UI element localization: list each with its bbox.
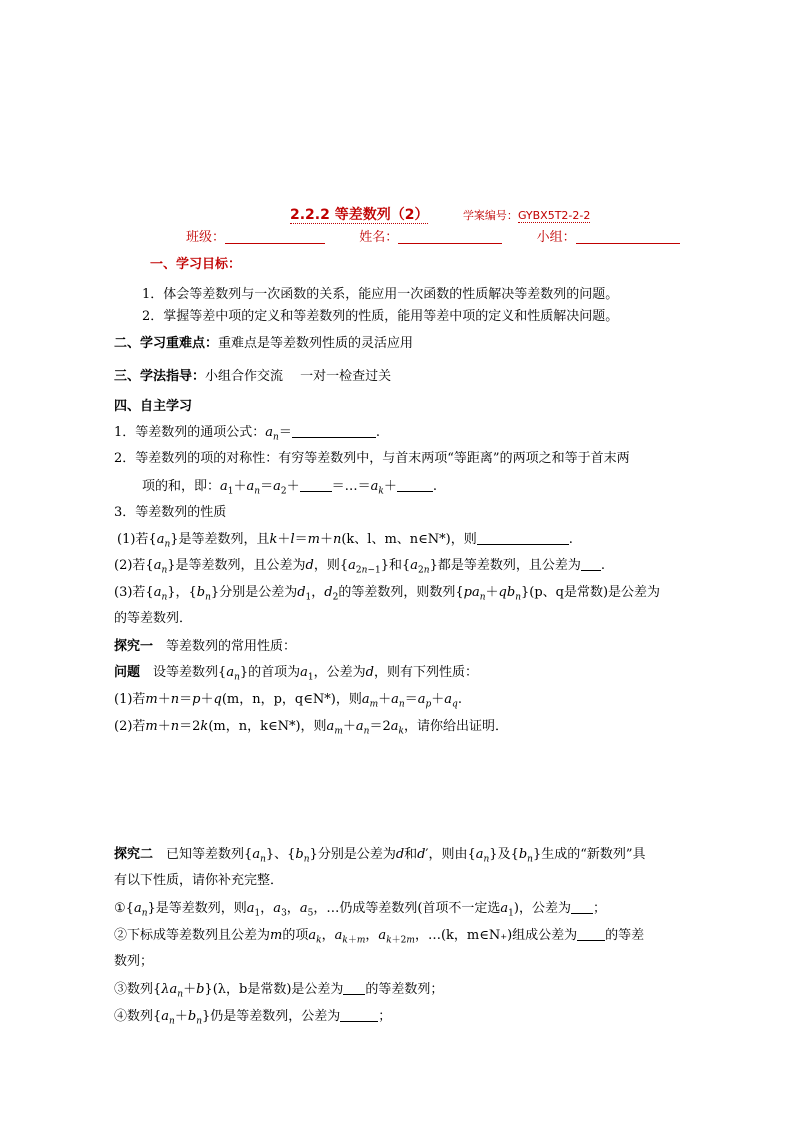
name-label: 姓名： bbox=[359, 230, 399, 245]
property1-row: (1)若$\{a_n\}$是等差数列，且k＋l＝m＋n(k、l、m、n∈N*)，则 . bbox=[117, 532, 573, 550]
answer-blank[interactable] bbox=[300, 478, 332, 492]
explore2-heading: 探究二 bbox=[114, 847, 154, 862]
method-text: 小组合作交流 一对一检查过关 bbox=[205, 369, 392, 384]
self-study-heading: 四、自主学习 bbox=[114, 399, 193, 414]
key-points-text: 重难点是等差数列性质的灵活应用 bbox=[218, 336, 414, 351]
explore2-item2: ②下标成等差数列且公差为m的项$a_k$，$a_{k+m}$，$a_{k+2m}$，…(k，m∈N₊)组成公差为 的等差 bbox=[114, 928, 645, 946]
key-points-row bbox=[114, 335, 413, 353]
explore1-row bbox=[114, 638, 296, 656]
method-heading: 三、学法指导： bbox=[114, 369, 206, 384]
explore2-item4: ④数列$\{a_n+b_n\}$仍是等差数列，公差为 ； bbox=[114, 1009, 392, 1027]
group-label: 小组： bbox=[536, 230, 576, 245]
explore2-item2-line2: 数列； bbox=[114, 954, 154, 969]
method-row bbox=[114, 368, 391, 386]
item1-row: 1．等差数列的通项公式：$a_n=$ . bbox=[114, 425, 380, 443]
goal-item: 2．掌握等差中项的定义和等差数列的性质，能用等差中项的定义和性质解决问题。 bbox=[142, 309, 619, 324]
explore1-title: 等差数列的常用性质： bbox=[166, 639, 297, 654]
problem-label: 问题 bbox=[114, 665, 141, 680]
explore2-item1: $①\{a_n\}$是等差数列，则$a_1$，$a_3$，$a_5$，…仍成等差数列(首项不一定选$a_1$)，公差为 ； bbox=[114, 901, 606, 919]
answer-blank[interactable] bbox=[397, 478, 433, 492]
item3-heading: 3．等差数列的性质 bbox=[114, 505, 227, 520]
property3-line2: 的等差数列． bbox=[114, 611, 193, 626]
explore2-item3: ③数列$\{\lambda a_n+b\}(\lambda$，b是常数)是公差为 的等差数列； bbox=[114, 982, 444, 1000]
lesson-title: 2.2.2 等差数列（2） bbox=[290, 207, 429, 223]
property3-row: (3)若$\{a_n\}$，$\{b_n\}$分别是公差为$d_1$，$d_2$的等差数列，则数列$\{pa_n+qb_n\}(p$、q是常数)是公差为 bbox=[114, 585, 661, 603]
student-info-row bbox=[186, 229, 680, 247]
group-field[interactable] bbox=[576, 229, 680, 244]
explore2-intro-line2: 有以下性质，请你补充完整． bbox=[114, 873, 284, 888]
problem-row: 问题 设等差数列$\{a_n\}$的首项为$a_1$，公差为d，则有下列性质： bbox=[114, 665, 479, 683]
title-row bbox=[290, 206, 590, 225]
lesson-code: 学案编号：GYBX5T2-2-2 bbox=[462, 209, 591, 222]
key-points-heading: 二、学习重难点： bbox=[114, 336, 219, 351]
goal-item: 1．体会等差数列与一次函数的关系，能应用一次函数的性质解决等差数列的问题。 bbox=[142, 287, 619, 302]
explore2-intro-line1: 探究二 已知等差数列$\{a_n\}$、$\{b_n\}$分别是公差为d和d′，则由$\{a_n\}$及$\{b_n\}$生成的“新数列”具 bbox=[114, 847, 646, 865]
item2-line2: 项的和，即：$a_1+a_n=a_2+$ $=\dots=a_k+$ . bbox=[142, 479, 438, 497]
explore1-prop1: (1)若m＋n＝p＋q(m，n，p，q∈N*)，则$a_m+a_n=a_p+a_q$. bbox=[114, 692, 462, 710]
class-label: 班级： bbox=[186, 230, 226, 245]
explore1-prop2: (2)若m＋n＝2k(m，n，k∈N*)，则$a_m+a_n=2a_k$，请你给出证明． bbox=[114, 719, 508, 737]
answer-blank[interactable] bbox=[571, 900, 593, 914]
answer-blank[interactable] bbox=[340, 1008, 378, 1022]
class-field[interactable] bbox=[225, 229, 325, 244]
explore1-heading: 探究一 bbox=[114, 639, 154, 654]
item2-line1: 2．等差数列的项的对称性：有穷等差数列中，与首末两项“等距离”的两项之和等于首末两 bbox=[114, 451, 630, 466]
answer-blank[interactable] bbox=[477, 531, 569, 545]
answer-blank[interactable] bbox=[581, 557, 601, 571]
answer-blank[interactable] bbox=[343, 981, 365, 995]
property2-row: (2)若$\{a_n\}$是等差数列，且公差为d，则$\{a_{2n-1}\}$和$\{a_{2n}\}$都是等差数列，且公差为 . bbox=[114, 558, 605, 576]
name-field[interactable] bbox=[398, 229, 502, 244]
goals-heading: 一、学习目标： bbox=[150, 257, 242, 272]
answer-blank[interactable] bbox=[292, 424, 376, 438]
answer-blank[interactable] bbox=[577, 927, 605, 941]
